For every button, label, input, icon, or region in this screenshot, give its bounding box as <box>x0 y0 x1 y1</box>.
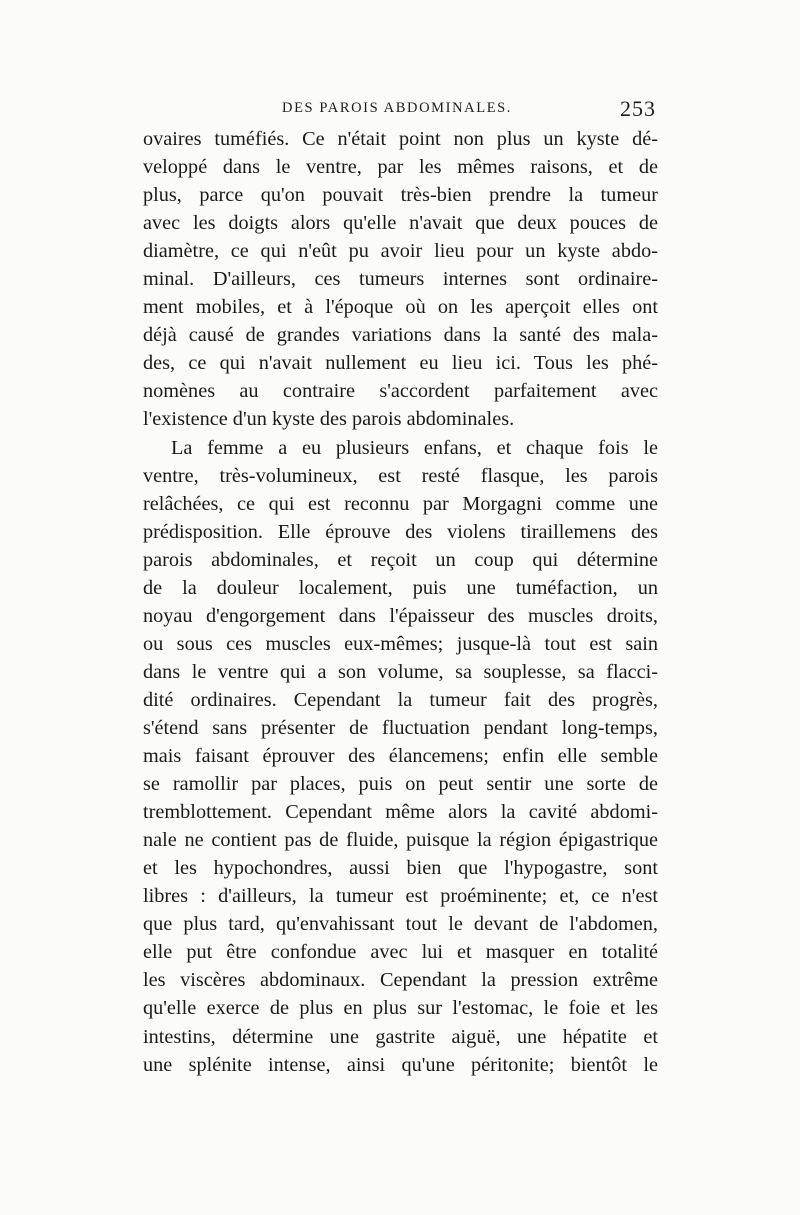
text-line: se ramollir par places, puis on peut sentir une sorte de <box>143 773 658 796</box>
text-line: des, ce qui n'avait nullement eu lieu ici. Tous les phé- <box>143 352 658 375</box>
text-line: noyau d'engorgement dans l'épaisseur des muscles droits, <box>143 604 658 627</box>
text-line: une splénite intense, ainsi qu'une péritonite; bientôt le <box>143 1053 658 1076</box>
page-number: 253 <box>620 96 656 121</box>
running-head: DES PAROIS ABDOMINALES. <box>282 100 513 116</box>
text-line: elle put être confondue avec lui et masquer en totalité <box>143 941 658 964</box>
text-line: intestins, détermine une gastrite aiguë, une hépatite et <box>143 1025 658 1048</box>
text-line: mais faisant éprouver des élancemens; enfin elle semble <box>143 745 658 768</box>
text-line: dité ordinaires. Cependant la tumeur fait des progrès, <box>143 688 658 711</box>
text-line: qu'elle exerce de plus en plus sur l'estomac, le foie et les <box>143 997 658 1020</box>
text-line: minal. D'ailleurs, ces tumeurs internes sont ordinaire- <box>143 268 658 291</box>
text-line: ment mobiles, et à l'époque où on les aperçoit elles ont <box>143 296 658 319</box>
text-line: s'étend sans présenter de fluctuation pendant long-temps, <box>143 716 658 739</box>
text-line: libres : d'ailleurs, la tumeur est proéminente; et, ce n'est <box>143 885 658 908</box>
text-line: ovaires tuméfiés. Ce n'était point non plus un kyste dé- <box>143 128 658 150</box>
text-line: prédisposition. Elle éprouve des violens tiraillemens des <box>143 520 658 543</box>
text-line: diamètre, ce qui n'eût pu avoir lieu pour un kyste abdo- <box>143 240 658 263</box>
text-line: les viscères abdominaux. Cependant la pression extrême <box>143 969 658 992</box>
text-line: déjà causé de grandes variations dans la santé des mala- <box>143 324 658 347</box>
text-line: et les hypochondres, aussi bien que l'hypogastre, sont <box>143 857 658 880</box>
page-header <box>142 96 660 122</box>
text-line: tremblottement. Cependant même alors la cavité abdomi- <box>143 801 658 824</box>
text-line: que plus tard, qu'envahissant tout le devant de l'abdomen, <box>143 913 658 936</box>
text-line: ventre, très-volumineux, est resté flasque, les parois <box>143 464 658 487</box>
text-line: nomènes au contraire s'accordent parfaitement avec <box>143 380 658 403</box>
text-line: La femme a eu plusieurs enfans, et chaque fois le <box>171 436 658 459</box>
text-line: nale ne contient pas de fluide, puisque la région épigastrique <box>143 829 658 852</box>
text-line: plus, parce qu'on pouvait très-bien prendre la tumeur <box>143 184 658 207</box>
text-line: l'existence d'un kyste des parois abdominales. <box>143 408 515 431</box>
body-text <box>143 125 658 1079</box>
text-line: dans le ventre qui a son volume, sa souplesse, sa flacci- <box>143 660 658 683</box>
text-line: parois abdominales, et reçoit un coup qui détermine <box>143 548 658 571</box>
text-line: veloppé dans le ventre, par les mêmes raisons, et de <box>143 156 658 179</box>
text-line: ou sous ces muscles eux-mêmes; jusque-là tout est sain <box>143 632 658 655</box>
text-line: relâchées, ce qui est reconnu par Morgagni comme une <box>143 492 658 515</box>
text-line: de la douleur localement, puis une tuméfaction, un <box>143 576 658 599</box>
text-line: avec les doigts alors qu'elle n'avait que deux pouces de <box>143 212 658 235</box>
